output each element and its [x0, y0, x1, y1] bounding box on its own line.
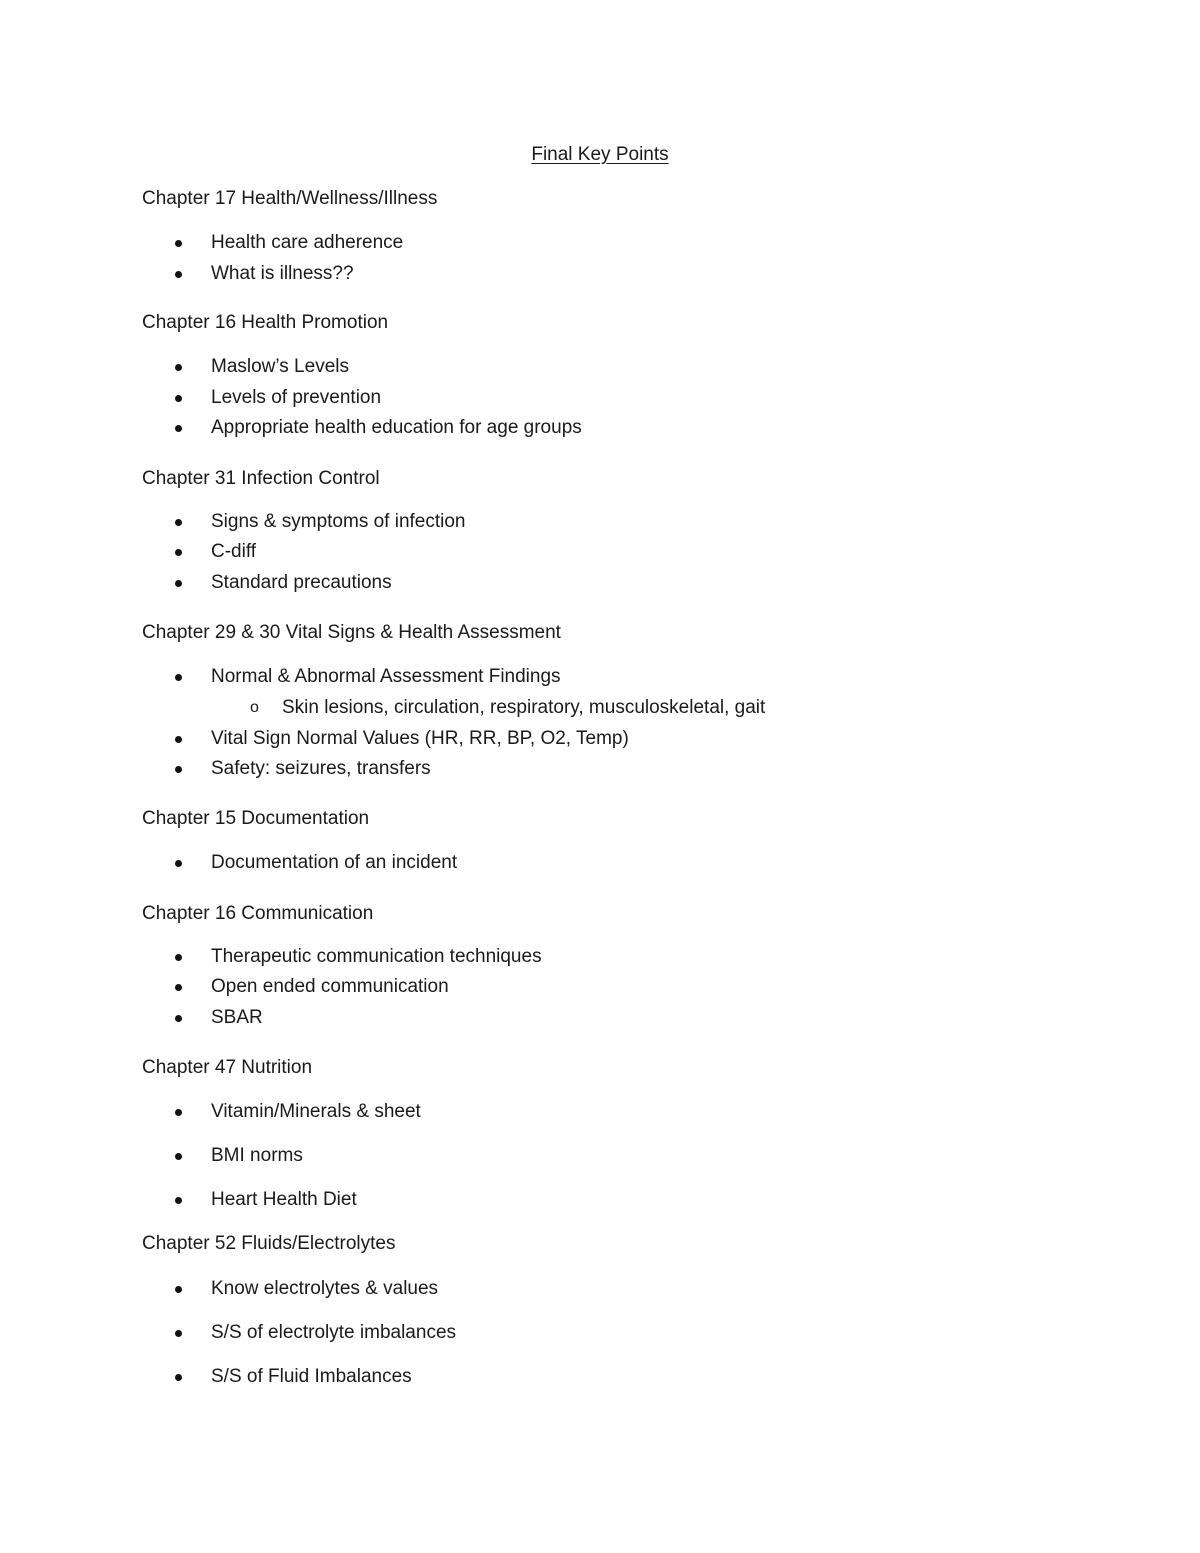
section-heading: Chapter 17 Health/Wellness/Illness — [142, 188, 438, 209]
bullet-icon — [175, 954, 182, 961]
list-item-text: SBAR — [211, 1007, 263, 1028]
bullet-icon — [175, 240, 182, 247]
bullet-icon — [175, 1153, 182, 1160]
section-heading: Chapter 29 & 30 Vital Signs & Health Assessment — [142, 622, 561, 643]
list-item-text: S/S of electrolyte imbalances — [211, 1322, 457, 1343]
list-item-text: Levels of prevention — [211, 387, 382, 408]
bullet-icon — [175, 425, 182, 432]
section-heading: Chapter 52 Fluids/Electrolytes — [142, 1233, 396, 1254]
section-heading: Chapter 15 Documentation — [142, 808, 370, 829]
bullet-icon — [175, 364, 182, 371]
bullet-icon — [175, 1109, 182, 1116]
list-item-text: Safety: seizures, transfers — [211, 758, 431, 779]
list-item-text: Standard precautions — [211, 572, 392, 593]
list-item-text: S/S of Fluid Imbalances — [211, 1366, 412, 1387]
list-item-text: Open ended communication — [211, 976, 449, 997]
bullet-icon — [175, 1374, 182, 1381]
bullet-icon — [175, 1330, 182, 1337]
bullet-icon — [175, 580, 182, 587]
list-item-text: Heart Health Diet — [211, 1189, 357, 1210]
list-item-text: Documentation of an incident — [211, 852, 458, 873]
list-item-text: C-diff — [211, 541, 257, 562]
bullet-icon — [175, 395, 182, 402]
bullet-icon — [175, 1286, 182, 1293]
document-title — [0, 143, 1200, 167]
list-item-text: Signs & symptoms of infection — [211, 511, 466, 532]
bullet-icon — [175, 860, 182, 867]
bullet-icon — [175, 271, 182, 278]
bullet-icon — [175, 984, 182, 991]
bullet-icon — [175, 549, 182, 556]
list-item-text: Vital Sign Normal Values (HR, RR, BP, O2, Temp) — [211, 728, 629, 749]
list-item-text: Know electrolytes & values — [211, 1278, 439, 1299]
bullet-icon — [175, 1197, 182, 1204]
document-title-text: Final Key Points — [531, 144, 669, 165]
list-item-text: Vitamin/Minerals & sheet — [211, 1101, 421, 1122]
bullet-icon — [175, 736, 182, 743]
list-item-text: Maslow’s Levels — [211, 356, 349, 377]
sub-bullet-icon: o — [250, 699, 259, 716]
section-heading: Chapter 16 Health Promotion — [142, 312, 389, 333]
list-item-text: What is illness?? — [211, 263, 354, 284]
section-heading: Chapter 31 Infection Control — [142, 468, 380, 489]
bullet-icon — [175, 766, 182, 773]
bullet-icon — [175, 1015, 182, 1022]
list-item-text: BMI norms — [211, 1145, 303, 1166]
sub-list-item-text: Skin lesions, circulation, respiratory, musculoskeletal, gait — [282, 697, 766, 718]
section-heading: Chapter 16 Communication — [142, 903, 374, 924]
list-item-text: Appropriate health education for age groups — [211, 417, 582, 438]
list-item-text: Health care adherence — [211, 232, 404, 253]
bullet-icon — [175, 674, 182, 681]
list-item-text: Therapeutic communication techniques — [211, 946, 542, 967]
list-item-text: Normal & Abnormal Assessment Findings — [211, 666, 561, 687]
bullet-icon — [175, 519, 182, 526]
section-heading: Chapter 47 Nutrition — [142, 1057, 313, 1078]
